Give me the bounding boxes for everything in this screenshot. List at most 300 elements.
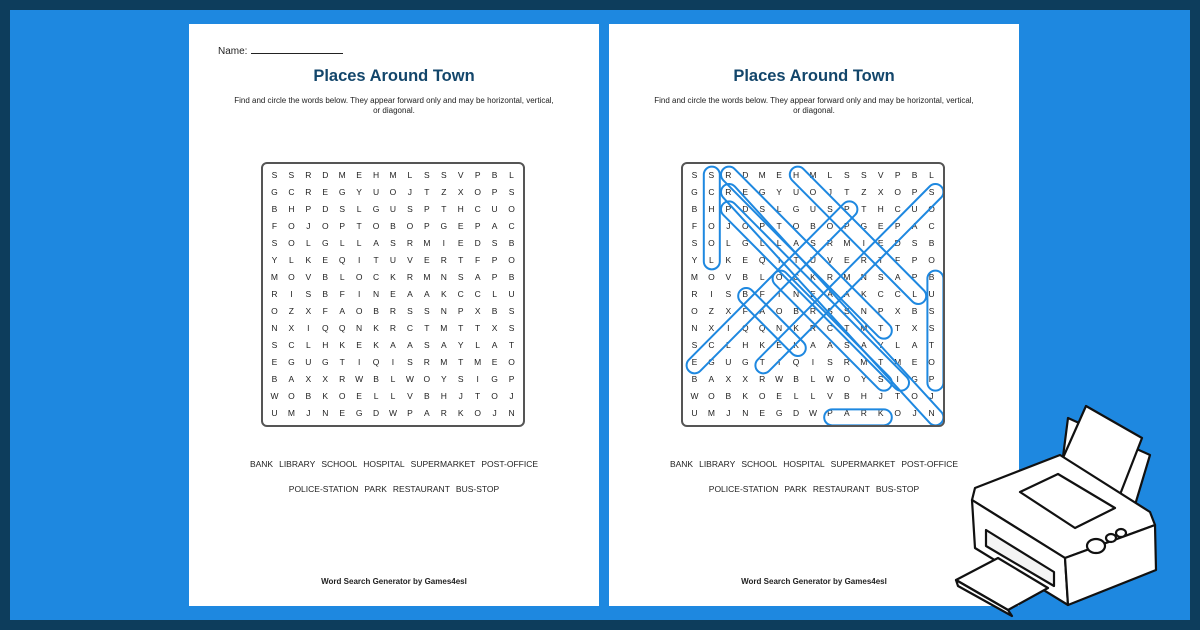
grid-cell: L xyxy=(776,237,782,248)
grid-cell: O xyxy=(928,254,935,265)
grid-cell: A xyxy=(407,340,413,351)
grid-cell: N xyxy=(356,323,363,334)
grid-cell: N xyxy=(776,323,783,334)
grid-cell: S xyxy=(457,374,464,385)
grid-cell: F xyxy=(475,254,481,265)
grid-cell: B xyxy=(742,288,749,299)
word-list-row-1 xyxy=(189,459,599,469)
grid-cell: E xyxy=(457,237,464,248)
grid-cell: O xyxy=(508,203,515,214)
grid-cell: K xyxy=(390,271,396,282)
grid-cell: F xyxy=(691,220,698,231)
grid-cell: S xyxy=(928,186,935,197)
grid-cell: X xyxy=(474,306,481,317)
grid-cell: S xyxy=(810,237,816,248)
grid-cell: S xyxy=(407,306,413,317)
grid-cell: O xyxy=(288,271,295,282)
grid-cell: D xyxy=(742,203,749,214)
grid-cell: O xyxy=(928,203,935,214)
grid-cell: Y xyxy=(457,340,464,351)
footer-credit: Word Search Generator by Games4esl xyxy=(741,577,887,586)
word-grid-answers xyxy=(681,162,945,427)
grid-cell: X xyxy=(305,374,312,385)
grid-cell: K xyxy=(793,323,799,334)
grid-cell: W xyxy=(775,374,784,385)
grid-cell: R xyxy=(725,186,732,197)
grid-cell: W xyxy=(808,408,817,419)
grid-cell: G xyxy=(321,357,329,368)
grid-cell: R xyxy=(406,271,413,282)
grid-cell: B xyxy=(373,374,379,385)
grid-cell: I xyxy=(442,237,445,248)
grid-cell: T xyxy=(508,340,515,351)
grid-cell: Y xyxy=(877,340,884,351)
name-label: Name: xyxy=(218,46,248,57)
grid-cell: S xyxy=(508,306,515,317)
grid-cell: O xyxy=(894,408,901,419)
grid-cell: J xyxy=(509,391,514,402)
grid-cell: I xyxy=(777,357,781,368)
grid-cell: Z xyxy=(441,186,447,197)
grid-cell: P xyxy=(491,186,498,197)
grid-cell: X xyxy=(911,323,918,334)
grid-cell: T xyxy=(878,357,884,368)
grid-cell: T xyxy=(373,254,379,265)
grid-cell: T xyxy=(776,220,782,231)
grid-cell: T xyxy=(878,254,884,265)
grid-cell: B xyxy=(691,203,698,214)
grid-cell: J xyxy=(726,408,731,419)
grid-cell: N xyxy=(508,408,515,419)
grid-cell: K xyxy=(725,254,732,265)
grid-cell: G xyxy=(491,374,498,385)
grid-cell: G xyxy=(792,203,800,214)
word-list-item: LIBRARY xyxy=(699,459,736,469)
grid-cell: I xyxy=(357,254,361,265)
grid-cell: S xyxy=(691,340,698,351)
grid-cell: Y xyxy=(440,374,447,385)
grid-cell: A xyxy=(708,374,715,385)
grid-cell: D xyxy=(372,408,380,419)
grid-cell: R xyxy=(860,408,867,419)
grid-cell: P xyxy=(894,220,901,231)
grid-cell: O xyxy=(741,220,749,231)
grid-cell: P xyxy=(474,169,481,180)
grid-cell: E xyxy=(810,288,816,299)
grid-cell: V xyxy=(305,271,312,282)
grid-cell: A xyxy=(491,220,498,231)
grid-cell: V xyxy=(877,169,884,180)
grid-cell: N xyxy=(860,306,867,317)
grid-cell: A xyxy=(793,237,799,248)
grid-cell: R xyxy=(389,306,397,317)
grid-cell: E xyxy=(742,186,749,197)
grid-cell: O xyxy=(288,237,295,248)
word-list-item: SCHOOL xyxy=(741,459,778,469)
grid-cell: A xyxy=(810,340,816,351)
grid-cell: R xyxy=(809,323,817,334)
grid-cell: S xyxy=(827,357,833,368)
grid-cell: M xyxy=(843,237,851,248)
grid-cell: U xyxy=(691,408,698,419)
grid-cell: G xyxy=(355,408,363,419)
grid-cell: Z xyxy=(288,306,294,317)
grid-cell: K xyxy=(457,408,464,419)
grid-cell: G xyxy=(741,237,749,248)
grid-cell: A xyxy=(894,271,901,282)
grid-cell: I xyxy=(357,357,361,368)
grid-cell: E xyxy=(759,408,766,419)
grid-cell: O xyxy=(271,306,278,317)
grid-cell: C xyxy=(288,186,295,197)
grid-cell: T xyxy=(441,203,447,214)
grid-cell: E xyxy=(390,288,396,299)
grid-cell: A xyxy=(440,340,447,351)
grid-cell: S xyxy=(844,306,850,317)
grid-cell: T xyxy=(475,323,481,334)
grid-cell: K xyxy=(373,340,379,351)
grid-cell: R xyxy=(759,374,766,385)
grid-cell: G xyxy=(775,408,783,419)
grid-cell: I xyxy=(476,374,479,385)
word-list-item: HOSPITAL xyxy=(363,459,405,469)
grid-cell: U xyxy=(271,408,278,419)
grid-cell: K xyxy=(793,340,799,351)
grid-cell: O xyxy=(775,271,783,282)
grid-cell: G xyxy=(860,220,868,231)
grid-cell: O xyxy=(288,391,295,402)
grid-cell: E xyxy=(877,237,884,248)
grid-cell: U xyxy=(389,254,397,265)
grid-cell: M xyxy=(287,408,295,419)
grid-cell: I xyxy=(811,357,815,368)
grid-cell: K xyxy=(759,340,766,351)
grid-cell: H xyxy=(742,340,749,351)
grid-cell: E xyxy=(356,169,362,180)
grid-cell: U xyxy=(792,186,800,197)
grid-cell: P xyxy=(457,306,464,317)
grid-cell: Q xyxy=(758,323,766,334)
grid-cell: M xyxy=(270,271,278,282)
grid-cell: P xyxy=(894,169,901,180)
grid-cell: G xyxy=(288,357,295,368)
grid-cell: L xyxy=(810,391,816,402)
grid-cell: S xyxy=(407,357,413,368)
grid-cell: B xyxy=(928,271,935,282)
word-list-item: PARK xyxy=(364,484,387,494)
grid-cell: Q xyxy=(321,323,329,334)
grid-cell: X xyxy=(305,306,312,317)
grid-cell: U xyxy=(928,288,935,299)
grid-cell: U xyxy=(389,203,397,214)
grid-cell: S xyxy=(271,169,278,180)
grid-cell: G xyxy=(758,186,766,197)
grid-cell: T xyxy=(928,340,935,351)
grid-cell: P xyxy=(339,220,346,231)
grid-cell: P xyxy=(474,220,481,231)
word-list-row-2 xyxy=(189,484,599,494)
grid-cell: H xyxy=(322,340,329,351)
grid-cell: J xyxy=(492,408,497,419)
grid-cell: S xyxy=(424,169,430,180)
grid-cell: J xyxy=(306,408,311,419)
grid-cell: R xyxy=(691,288,698,299)
grid-cell: Y xyxy=(691,254,698,265)
grid-cell: T xyxy=(458,357,464,368)
grid-cell: A xyxy=(827,288,833,299)
grid-cell: G xyxy=(338,186,346,197)
grid-cell: C xyxy=(288,340,295,351)
grid-cell: S xyxy=(390,237,396,248)
grid-cell: K xyxy=(373,323,379,334)
grid-cell: M xyxy=(423,271,431,282)
grid-cell: X xyxy=(322,374,329,385)
grid-cell: C xyxy=(508,220,515,231)
grid-cell: R xyxy=(423,357,430,368)
footer-credit: Word Search Generator by Games4esl xyxy=(321,577,467,586)
grid-cell: E xyxy=(424,254,430,265)
grid-cell: S xyxy=(440,169,447,180)
grid-cell: L xyxy=(776,203,782,214)
word-list-item: BANK xyxy=(249,459,274,469)
grid-cell: N xyxy=(271,323,278,334)
grid-cell: R xyxy=(305,186,312,197)
worksheet-title: Places Around Town xyxy=(313,67,475,85)
grid-cell: O xyxy=(508,357,515,368)
grid-cell: S xyxy=(305,288,312,299)
grid-cell: R xyxy=(440,254,447,265)
grid-cell: R xyxy=(826,271,833,282)
grid-cell: H xyxy=(457,203,464,214)
grid-cell: B xyxy=(911,306,918,317)
grid-cell: R xyxy=(389,323,397,334)
grid-cell: J xyxy=(878,391,883,402)
grid-cell: D xyxy=(322,169,329,180)
grid-cell: G xyxy=(911,374,918,385)
grid-cell: V xyxy=(407,391,413,402)
grid-cell: M xyxy=(440,357,448,368)
grid-cell: L xyxy=(492,288,497,299)
grid-cell: B xyxy=(322,288,329,299)
grid-cell: U xyxy=(508,288,515,299)
grid-cell: I xyxy=(290,288,293,299)
grid-cell: L xyxy=(810,374,816,385)
grid-cell: L xyxy=(356,203,362,214)
grid-cell: L xyxy=(407,169,413,180)
grid-cell: P xyxy=(877,306,884,317)
grid-cell: L xyxy=(709,254,714,265)
grid-cell: J xyxy=(407,186,413,197)
grid-cell: I xyxy=(710,288,713,299)
grid-cell: P xyxy=(911,186,918,197)
grid-cell: E xyxy=(271,357,278,368)
grid-cell: A xyxy=(860,340,867,351)
word-list-item: HOSPITAL xyxy=(783,459,825,469)
grid-cell: Z xyxy=(708,306,714,317)
grid-cell: C xyxy=(457,288,464,299)
grid-cell: F xyxy=(759,288,765,299)
grid-cell: E xyxy=(322,254,329,265)
grid-cell: C xyxy=(474,288,481,299)
grid-cell: P xyxy=(911,254,918,265)
grid-cell: E xyxy=(742,254,749,265)
grid-cell: S xyxy=(827,203,833,214)
grid-cell: A xyxy=(911,220,918,231)
worksheet-blank xyxy=(189,24,599,606)
word-grid xyxy=(261,162,525,427)
word-list-item: BANK xyxy=(669,459,694,469)
grid-cell: T xyxy=(895,323,901,334)
grid-cell: R xyxy=(843,357,850,368)
grid-cell: O xyxy=(491,391,498,402)
grid-cell: K xyxy=(810,271,816,282)
grid-cell: B xyxy=(271,374,278,385)
grid-cell: E xyxy=(339,408,346,419)
grid-cell: H xyxy=(708,203,715,214)
grid-cell: Q xyxy=(758,254,766,265)
grid-cell: T xyxy=(759,357,765,368)
grid-cell: O xyxy=(423,374,431,385)
grid-cell: L xyxy=(339,237,345,248)
word-list-item: RESTAURANT xyxy=(812,484,870,494)
grid-cell: Q xyxy=(792,357,800,368)
grid-cell: C xyxy=(877,288,884,299)
grid-cell: Y xyxy=(776,186,782,197)
grid-cell: A xyxy=(911,340,918,351)
grid-cell: X xyxy=(457,186,464,197)
grid-cell: G xyxy=(708,357,715,368)
grid-cell: W xyxy=(355,374,364,385)
grid-cell: I xyxy=(307,323,310,334)
grid-cell: D xyxy=(474,237,481,248)
grid-cell: E xyxy=(776,391,782,402)
grid-cell: G xyxy=(440,220,448,231)
grid-cell: L xyxy=(390,391,396,402)
grid-cell: O xyxy=(321,220,329,231)
grid-cell: U xyxy=(725,357,732,368)
grid-cell: F xyxy=(271,220,278,231)
grid-cell: A xyxy=(339,306,346,317)
grid-cell: B xyxy=(793,306,799,317)
grid-cell: O xyxy=(474,186,481,197)
grid-cell: J xyxy=(458,391,463,402)
grid-cell: O xyxy=(843,374,851,385)
grid-cell: B xyxy=(844,391,850,402)
grid-cell: P xyxy=(827,408,833,419)
grid-cell: S xyxy=(691,237,698,248)
grid-cell: M xyxy=(338,169,346,180)
grid-cell: C xyxy=(894,203,901,214)
grid-cell: U xyxy=(491,203,498,214)
grid-cell: N xyxy=(440,306,447,317)
grid-cell: B xyxy=(508,271,515,282)
grid-cell: I xyxy=(862,237,865,248)
grid-cell: A xyxy=(474,271,481,282)
grid-cell: B xyxy=(508,237,515,248)
grid-cell: P xyxy=(508,374,515,385)
grid-cell: O xyxy=(911,391,918,402)
word-list-item: RESTAURANT xyxy=(392,484,450,494)
word-list-item: SCHOOL xyxy=(321,459,358,469)
grid-cell: L xyxy=(725,237,731,248)
grid-cell: S xyxy=(271,340,278,351)
grid-cell: B xyxy=(911,169,918,180)
grid-cell: E xyxy=(911,357,918,368)
grid-cell: L xyxy=(390,374,396,385)
grid-cell: V xyxy=(725,271,732,282)
grid-cell: V xyxy=(827,391,833,402)
grid-cell: S xyxy=(708,169,715,180)
grid-cell: T xyxy=(895,391,901,402)
grid-cell: O xyxy=(406,220,414,231)
grid-cell: F xyxy=(742,306,748,317)
grid-cell: N xyxy=(860,271,867,282)
grid-cell: L xyxy=(759,271,765,282)
grid-cell: O xyxy=(809,186,817,197)
grid-cell: S xyxy=(339,203,346,214)
grid-cell: A xyxy=(373,237,379,248)
grid-cell: B xyxy=(322,271,329,282)
grid-cell: E xyxy=(457,220,464,231)
grid-cell: W xyxy=(388,408,397,419)
grid-cell: T xyxy=(339,357,345,368)
grid-cell: N xyxy=(440,271,447,282)
grid-cell: O xyxy=(372,220,380,231)
grid-cell: B xyxy=(491,306,498,317)
grid-cell: L xyxy=(759,237,765,248)
grid-cell: C xyxy=(928,220,935,231)
grid-cell: O xyxy=(708,391,715,402)
grid-cell: X xyxy=(877,186,884,197)
grid-cell: A xyxy=(827,340,833,351)
grid-cell: S xyxy=(271,237,278,248)
grid-cell: T xyxy=(458,254,464,265)
grid-cell: F xyxy=(339,288,345,299)
grid-cell: N xyxy=(372,288,380,299)
grid-cell: Y xyxy=(271,254,278,265)
grid-cell: E xyxy=(356,340,362,351)
grid-cell: R xyxy=(305,169,312,180)
grid-cell: O xyxy=(508,254,515,265)
grid-cell: I xyxy=(727,323,730,334)
grid-cell: A xyxy=(407,288,413,299)
grid-cell: B xyxy=(691,374,698,385)
grid-cell: I xyxy=(777,288,781,299)
grid-cell: S xyxy=(457,271,464,282)
grid-cell: H xyxy=(877,203,884,214)
grid-cell: S xyxy=(407,203,413,214)
grid-cell: I xyxy=(896,374,899,385)
grid-cell: G xyxy=(741,357,749,368)
grid-cell: T xyxy=(844,186,850,197)
grid-cell: S xyxy=(844,169,850,180)
grid-cell: P xyxy=(911,271,918,282)
grid-cell: B xyxy=(793,374,799,385)
grid-cell: H xyxy=(860,391,867,402)
grid-cell: S xyxy=(928,306,935,317)
grid-cell: Q xyxy=(372,357,380,368)
grid-cell: R xyxy=(440,408,447,419)
grid-cell: H xyxy=(440,391,447,402)
grid-cell: G xyxy=(321,237,329,248)
grid-cell: A xyxy=(390,340,396,351)
grid-cell: H xyxy=(792,169,800,180)
grid-cell: B xyxy=(305,391,312,402)
grid-cell: B xyxy=(390,220,396,231)
grid-cell: Q xyxy=(338,323,346,334)
grid-cell: S xyxy=(759,203,766,214)
word-list-item: BUS-STOP xyxy=(875,484,920,494)
